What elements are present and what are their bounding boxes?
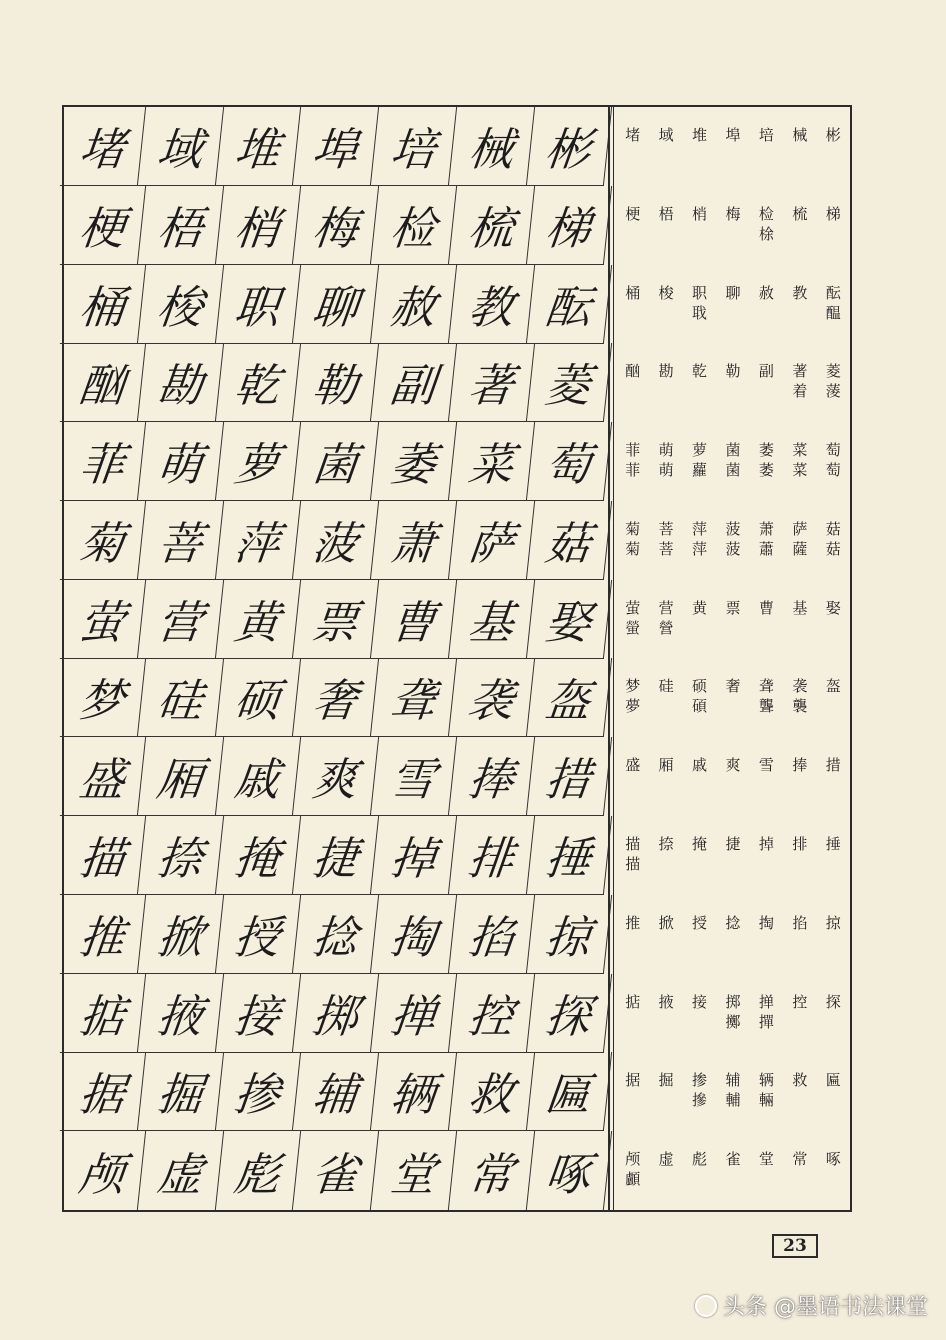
reference-character: 基 xyxy=(792,598,808,617)
reference-character: 掀 xyxy=(658,913,674,932)
calligraphy-character: 雪 xyxy=(371,737,457,816)
reference-character: 辅 輔 xyxy=(725,1071,741,1110)
calligraphy-character: 奢 xyxy=(293,658,379,737)
calligraphy-character: 桶 xyxy=(60,265,146,344)
calligraphy-character: 常 xyxy=(448,1131,534,1210)
reference-character: 雪 xyxy=(758,756,774,775)
reference-character: 聊 xyxy=(725,283,741,302)
reference-character: 掐 xyxy=(792,913,808,932)
reference-character: 救 xyxy=(792,1071,808,1090)
calligraphy-character: 爽 xyxy=(293,737,379,816)
practice-sheet-frame xyxy=(62,105,852,1212)
calligraphy-character: 萍 xyxy=(215,501,301,580)
calligraphy-character: 乾 xyxy=(215,343,301,422)
reference-character: 描 描 xyxy=(625,835,641,874)
reference-character: 萄 萄 xyxy=(825,441,841,480)
reference-character: 辆 輛 xyxy=(758,1071,774,1110)
reference-character: 检 梌 xyxy=(758,204,774,243)
reference-character: 啄 xyxy=(825,1150,841,1169)
reference-character: 械 xyxy=(792,126,808,144)
calligraphy-character: 据 xyxy=(60,1052,146,1131)
reference-character-list xyxy=(616,107,850,1210)
calligraphy-character: 堵 xyxy=(60,107,146,186)
calligraphy-character: 盛 xyxy=(60,737,146,816)
reference-character: 盔 xyxy=(825,677,841,696)
calligraphy-character: 掀 xyxy=(138,895,224,974)
reference-character: 副 xyxy=(758,362,774,381)
reference-character: 菠 菠 xyxy=(725,519,741,558)
reference-character: 掖 xyxy=(658,992,674,1011)
calligraphy-character: 硅 xyxy=(138,658,224,737)
reference-character: 掠 xyxy=(825,913,841,932)
reference-character: 菱 蔆 xyxy=(825,362,841,401)
reference-character: 虚 xyxy=(658,1150,674,1169)
reference-character: 萨 薩 xyxy=(792,519,808,558)
calligraphy-character: 堆 xyxy=(215,107,301,186)
calligraphy-character: 硕 xyxy=(215,658,301,737)
calligraphy-character: 萤 xyxy=(60,580,146,659)
reference-character: 菲 菲 xyxy=(625,441,641,480)
reference-character: 硕 碩 xyxy=(692,677,708,716)
watermark xyxy=(695,1290,928,1321)
calligraphy-character: 控 xyxy=(448,974,534,1053)
calligraphy-character: 萌 xyxy=(138,422,224,501)
toutiao-logo-icon xyxy=(695,1295,717,1317)
reference-character: 捷 xyxy=(725,835,741,854)
calligraphy-character: 辅 xyxy=(293,1052,379,1131)
reference-character: 乾 xyxy=(692,362,708,381)
reference-character: 堆 xyxy=(692,126,708,144)
reference-character: 菩 菩 xyxy=(658,519,674,558)
reference-character: 菊 菊 xyxy=(625,519,641,558)
calligraphy-character: 探 xyxy=(526,974,612,1053)
reference-character: 授 xyxy=(692,913,708,932)
reference-character: 酝 醖 xyxy=(825,283,841,322)
calligraphy-character: 萝 xyxy=(215,422,301,501)
calligraphy-character: 曹 xyxy=(371,580,457,659)
reference-character: 著 着 xyxy=(792,362,808,401)
calligraphy-character: 萧 xyxy=(371,501,457,580)
calligraphy-character: 推 xyxy=(60,895,146,974)
reference-character: 排 xyxy=(792,835,808,854)
calligraphy-character: 酝 xyxy=(526,265,612,344)
reference-character: 戚 xyxy=(692,756,708,775)
reference-character: 梯 xyxy=(825,204,841,223)
calligraphy-character: 菇 xyxy=(526,501,612,580)
reference-character: 萝 蘿 xyxy=(692,441,708,480)
reference-character: 梧 xyxy=(658,204,674,223)
calligraphy-character: 彪 xyxy=(215,1131,301,1210)
reference-character: 匾 xyxy=(825,1071,841,1090)
calligraphy-character: 掏 xyxy=(371,895,457,974)
watermark-text: 头条 @墨语书法课堂 xyxy=(723,1295,928,1320)
calligraphy-character: 梧 xyxy=(138,186,224,265)
reference-character: 奢 xyxy=(725,677,741,696)
reference-character: 掏 xyxy=(758,913,774,932)
reference-character: 职 聀 xyxy=(692,283,708,322)
calligraphy-character: 辆 xyxy=(371,1052,457,1131)
calligraphy-character: 排 xyxy=(448,816,534,895)
reference-character: 萍 萍 xyxy=(692,519,708,558)
calligraphy-character: 梗 xyxy=(60,186,146,265)
reference-character: 曹 xyxy=(758,598,774,617)
calligraphy-character: 赦 xyxy=(371,265,457,344)
reference-character: 掘 xyxy=(658,1071,674,1090)
reference-character: 赦 xyxy=(758,283,774,302)
reference-character: 控 xyxy=(792,992,808,1011)
calligraphy-character: 掘 xyxy=(138,1052,224,1131)
reference-character: 萌 萌 xyxy=(658,441,674,480)
calligraphy-character: 掺 xyxy=(215,1052,301,1131)
reference-character: 接 xyxy=(692,992,708,1011)
reference-character: 梢 xyxy=(692,204,708,223)
calligraphy-character: 菊 xyxy=(60,501,146,580)
calligraphy-character: 菠 xyxy=(293,501,379,580)
calligraphy-character: 菱 xyxy=(526,343,612,422)
calligraphy-character: 梦 xyxy=(60,658,146,737)
reference-character: 硅 xyxy=(658,677,674,696)
calligraphy-character: 萄 xyxy=(526,422,612,501)
calligraphy-character: 勘 xyxy=(138,343,224,422)
calligraphy-character: 埠 xyxy=(293,107,379,186)
calligraphy-character: 萎 xyxy=(371,422,457,501)
reference-character: 掩 xyxy=(692,835,708,854)
reference-character: 域 xyxy=(658,126,674,144)
calligraphy-character: 接 xyxy=(215,974,301,1053)
reference-character: 萤 螢 xyxy=(625,598,641,637)
reference-character: 埠 xyxy=(725,126,741,144)
reference-character: 萧 蕭 xyxy=(758,519,774,558)
reference-character: 探 xyxy=(825,992,841,1011)
calligraphy-grid xyxy=(64,107,608,1210)
reference-character: 雀 xyxy=(725,1150,741,1169)
calligraphy-character: 聊 xyxy=(293,265,379,344)
calligraphy-character: 基 xyxy=(448,580,534,659)
calligraphy-character: 掖 xyxy=(138,974,224,1053)
calligraphy-character: 捷 xyxy=(293,816,379,895)
calligraphy-character: 掉 xyxy=(371,816,457,895)
calligraphy-character: 梢 xyxy=(215,186,301,265)
calligraphy-character: 营 xyxy=(138,580,224,659)
reference-character: 推 xyxy=(625,913,641,932)
calligraphy-character: 械 xyxy=(448,107,534,186)
calligraphy-character: 盔 xyxy=(526,658,612,737)
reference-character: 掺 摻 xyxy=(692,1071,708,1110)
calligraphy-character: 描 xyxy=(60,816,146,895)
calligraphy-character: 雀 xyxy=(293,1131,379,1210)
reference-character: 培 xyxy=(758,126,774,144)
reference-character: 颅 顱 xyxy=(625,1150,641,1189)
reference-character: 爽 xyxy=(725,756,741,775)
calligraphy-character: 域 xyxy=(138,107,224,186)
reference-character: 常 xyxy=(792,1150,808,1169)
calligraphy-character: 菜 xyxy=(448,422,534,501)
calligraphy-character: 厢 xyxy=(138,737,224,816)
reference-character: 捧 xyxy=(792,756,808,775)
reference-character: 梳 xyxy=(792,204,808,223)
calligraphy-character: 培 xyxy=(371,107,457,186)
reference-character: 掸 撣 xyxy=(758,992,774,1031)
calligraphy-character: 掠 xyxy=(526,895,612,974)
reference-character: 菜 菜 xyxy=(792,441,808,480)
calligraphy-character: 捶 xyxy=(526,816,612,895)
reference-character: 掷 擲 xyxy=(725,992,741,1031)
calligraphy-character: 酗 xyxy=(60,343,146,422)
calligraphy-character: 匾 xyxy=(526,1052,612,1131)
reference-character: 梗 xyxy=(625,204,641,223)
calligraphy-character: 聋 xyxy=(371,658,457,737)
calligraphy-character: 虚 xyxy=(138,1131,224,1210)
calligraphy-character: 掂 xyxy=(60,974,146,1053)
calligraphy-character: 掸 xyxy=(371,974,457,1053)
reference-character: 掂 xyxy=(625,992,641,1011)
calligraphy-character: 袭 xyxy=(448,658,534,737)
calligraphy-character: 副 xyxy=(371,343,457,422)
calligraphy-character: 梯 xyxy=(526,186,612,265)
reference-character: 聋 聾 xyxy=(758,677,774,716)
reference-character: 勘 xyxy=(658,362,674,381)
reference-character: 捻 xyxy=(725,913,741,932)
calligraphy-character: 捧 xyxy=(448,737,534,816)
reference-character: 梅 xyxy=(725,204,741,223)
calligraphy-character: 堂 xyxy=(371,1131,457,1210)
reference-character: 梦 夢 xyxy=(625,677,641,716)
calligraphy-character: 勒 xyxy=(293,343,379,422)
reference-character: 票 xyxy=(725,598,741,617)
calligraphy-character: 救 xyxy=(448,1052,534,1131)
calligraphy-character: 措 xyxy=(526,737,612,816)
calligraphy-character: 捻 xyxy=(293,895,379,974)
calligraphy-character: 掷 xyxy=(293,974,379,1053)
reference-character: 营 營 xyxy=(658,598,674,637)
reference-character: 捺 xyxy=(658,835,674,854)
calligraphy-character: 捺 xyxy=(138,816,224,895)
reference-character: 堵 xyxy=(625,126,641,144)
reference-character: 黄 xyxy=(692,598,708,617)
calligraphy-character: 菩 xyxy=(138,501,224,580)
calligraphy-character: 戚 xyxy=(215,737,301,816)
calligraphy-character: 菌 xyxy=(293,422,379,501)
reference-character: 娶 xyxy=(825,598,841,617)
calligraphy-character: 职 xyxy=(215,265,301,344)
reference-character: 措 xyxy=(825,756,841,775)
calligraphy-character: 彬 xyxy=(526,107,612,186)
reference-character: 梭 xyxy=(658,283,674,302)
reference-character: 勒 xyxy=(725,362,741,381)
reference-character: 袭 襲 xyxy=(792,677,808,716)
calligraphy-character: 教 xyxy=(448,265,534,344)
reference-character: 厢 xyxy=(658,756,674,775)
reference-character: 盛 xyxy=(625,756,641,775)
calligraphy-character: 掩 xyxy=(215,816,301,895)
reference-character: 彬 xyxy=(825,126,841,144)
calligraphy-character: 黄 xyxy=(215,580,301,659)
reference-character: 菌 菌 xyxy=(725,441,741,480)
reference-character: 酗 xyxy=(625,362,641,381)
reference-character: 彪 xyxy=(692,1150,708,1169)
reference-character: 捶 xyxy=(825,835,841,854)
calligraphy-character: 颅 xyxy=(60,1131,146,1210)
reference-character: 菇 菇 xyxy=(825,519,841,558)
reference-character: 堂 xyxy=(758,1150,774,1169)
calligraphy-character: 娶 xyxy=(526,580,612,659)
reference-character: 萎 萎 xyxy=(758,441,774,480)
calligraphy-character: 授 xyxy=(215,895,301,974)
reference-character: 掉 xyxy=(758,835,774,854)
reference-character: 据 xyxy=(625,1071,641,1090)
calligraphy-character: 掐 xyxy=(448,895,534,974)
column-divider xyxy=(608,107,614,1210)
calligraphy-character: 梅 xyxy=(293,186,379,265)
calligraphy-character: 菲 xyxy=(60,422,146,501)
calligraphy-character: 著 xyxy=(448,343,534,422)
calligraphy-character: 啄 xyxy=(526,1131,612,1210)
page-number: 23 xyxy=(772,1234,818,1258)
calligraphy-character: 检 xyxy=(371,186,457,265)
calligraphy-character: 萨 xyxy=(448,501,534,580)
calligraphy-character: 梭 xyxy=(138,265,224,344)
calligraphy-character: 票 xyxy=(293,580,379,659)
reference-character: 教 xyxy=(792,283,808,302)
reference-character: 桶 xyxy=(625,283,641,302)
calligraphy-character: 梳 xyxy=(448,186,534,265)
